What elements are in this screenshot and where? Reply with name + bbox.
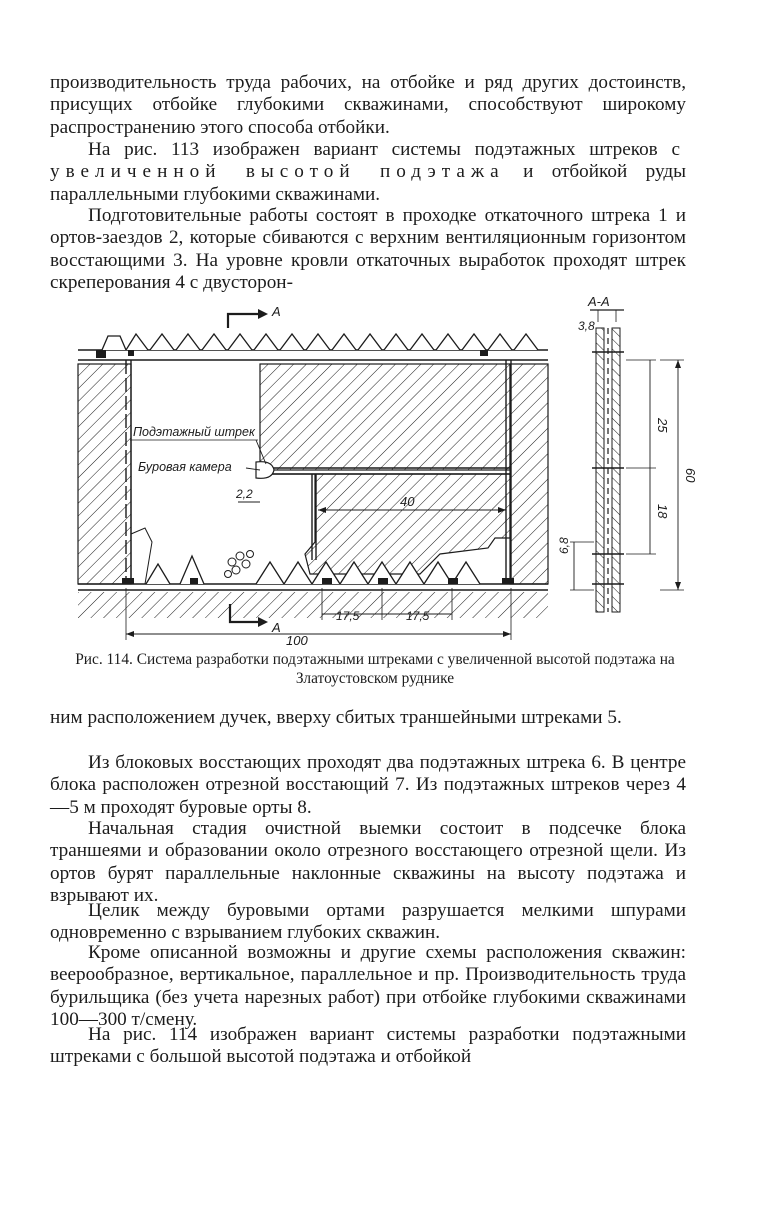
label-sublevel-drift: Подэтажный штрек — [133, 425, 255, 439]
paragraph-3-continued: ним расположением дучек, вверху сбитых траншейными штреками 5. — [50, 707, 622, 728]
paragraph-2-end: и отбойкой руды параллельными глубокими скважинами. — [50, 161, 686, 205]
longitudinal-section — [78, 304, 548, 648]
ore-lumps — [225, 551, 254, 578]
paragraph-2-start: На рис. 113 изображен вариант системы подэтажных штреков — [88, 139, 658, 160]
ore-block-lower — [260, 474, 510, 574]
dim-25: 25 — [655, 418, 670, 433]
paragraph-1: производительность труда рабочих, на отбойке и ряд других достоинств, присущих отбойке глубокими скважинами, способствуют широкому распространению этого способа отбойки. — [50, 72, 686, 138]
dim-40: 40 — [400, 494, 415, 509]
paragraph-7: Кроме описанной возможны и другие схемы расположения скважин: веерообразное, вертикальное, параллельное и пр. Производительность труда бурильщика (без учета нарезных работ) при отбойке глубокими скважинами 100—300 т/смену. — [50, 942, 686, 1031]
paragraph-5: Начальная стадия очистной выемки состоит в подсечке блока траншеями и образовании около отрезного восстающего отрезной щели. Из ортов бурят параллельные наклонные скважины на высоту подэтажа и взрывают их. — [50, 818, 686, 907]
paragraph-2-spaced: с увеличенной высотой подэтажа — [50, 139, 686, 183]
dim-17-5-b: 17,5 — [406, 609, 430, 623]
floor-rock — [78, 592, 548, 618]
dim-100: 100 — [286, 633, 308, 648]
dim-6-8: 6,8 — [557, 537, 571, 554]
broken-ore-outline — [131, 528, 152, 584]
right-rock-pillar — [510, 364, 548, 584]
top-pillar-teeth — [102, 334, 538, 350]
figure-caption: Рис. 114. Система разработки подэтажными штреками с увеличенной высотой подэтажа на Златоустовском руднике — [75, 651, 675, 687]
section-mark-bottom: A — [272, 620, 281, 635]
paragraph-3: Подготовительные работы состоят в проходке откаточного штрека 1 и ортов-заездов 2, которые сбиваются с верхним вентиляционным горизонтом восстающими 3. На уровне кровли откаточных выработок проходят штрек скреперования 4 с двусторон- — [50, 205, 686, 294]
label-drill-chamber: Буровая камера — [138, 460, 232, 474]
dim-18: 18 — [655, 504, 670, 519]
cross-section-a-a — [557, 294, 698, 612]
paragraph-4: Из блоковых восстающих проходят два подэтажных штрека 6. В центре блока расположен отрезной восстающий 7. Из подэтажных штреков через 4—5 м проходят буровые орты 8. — [50, 752, 686, 818]
dim-60: 60 — [683, 468, 698, 483]
figure-114-diagram — [60, 292, 710, 652]
left-rock-pillar — [78, 364, 131, 584]
dim-2-2: 2,2 — [236, 487, 253, 501]
section-wall-right — [612, 328, 620, 612]
section-wall-left — [596, 328, 604, 612]
paragraph-2 — [50, 139, 686, 206]
paragraph-8: На рис. 114 изображен вариант системы разработки подэтажными штреками с большой высотой подэтажа и отбойкой — [50, 1024, 686, 1068]
section-mark-top: A — [272, 304, 281, 319]
dim-17-5-a: 17,5 — [336, 609, 360, 623]
ore-block-upper — [260, 364, 510, 470]
section-arrow-top — [228, 314, 260, 328]
dim-3-8: 3,8 — [578, 319, 595, 333]
section-arrowhead-top — [258, 309, 268, 319]
top-drift-marks — [96, 350, 488, 358]
section-arrowhead-bottom — [258, 617, 268, 627]
section-title: А-А — [588, 294, 610, 309]
paragraph-6: Целик между буровыми ортами разрушается мелкими шпурами одновременно с взрыванием глубоких скважин. — [50, 900, 686, 944]
